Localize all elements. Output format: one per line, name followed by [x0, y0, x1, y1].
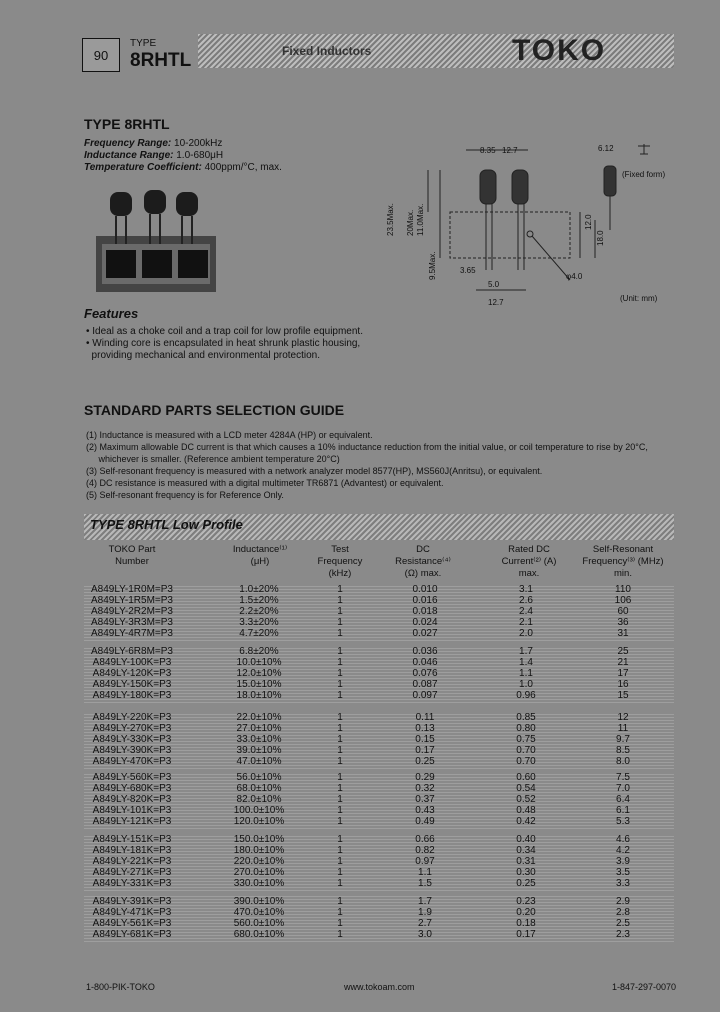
dim-23-5max: 23.5Max. — [386, 203, 395, 236]
table-cell: 15 — [617, 690, 629, 701]
col-header-dc-resistance: DC Resistance⁽⁴⁾ (Ω) max. — [395, 544, 451, 579]
table-cell: 1.5±20% — [239, 595, 279, 606]
table-cell: 0.11 — [415, 712, 435, 723]
table-row-group — [84, 834, 674, 891]
table-cell: 0.85 — [516, 712, 536, 723]
table-cell: 1.7 — [418, 896, 432, 907]
table-cell: A849LY-471K=P3 — [92, 907, 172, 918]
table-row — [84, 816, 674, 827]
table-cell: 3.1 — [519, 584, 533, 595]
table-cell: A849LY-820K=P3 — [92, 794, 172, 805]
table-cell: 270.0±10% — [233, 867, 285, 878]
table-cell: 4.7±20% — [239, 628, 279, 639]
table-cell: 0.34 — [516, 845, 536, 856]
spec-temperature: Temperature Coefficient: 400ppm/°C, max. — [84, 162, 282, 173]
table-cell: 4.2 — [616, 845, 630, 856]
table-cell: 6.8±20% — [239, 646, 279, 657]
table-cell: A849LY-181K=P3 — [92, 845, 172, 856]
dim-8-35: 8.35 — [480, 146, 496, 155]
selection-guide-title: STANDARD PARTS SELECTION GUIDE — [84, 402, 345, 418]
table-cell: A849LY-100K=P3 — [92, 657, 172, 668]
table-cell: 330.0±10% — [233, 878, 285, 889]
header-brand-logo: TOKO — [512, 34, 607, 67]
note-4: (4) DC resistance is measured with a digital multimeter TR6871 (Advantest) or equivalent. — [86, 478, 444, 488]
table-cell: 1 — [337, 617, 343, 628]
table-row — [84, 783, 674, 794]
table-cell: 0.97 — [415, 856, 435, 867]
table-cell: 1.9 — [418, 907, 432, 918]
table-row — [84, 606, 674, 617]
table-cell: 1 — [337, 745, 343, 756]
table-cell: 0.49 — [415, 816, 435, 827]
footer-website: www.tokoam.com — [344, 982, 415, 992]
table-cell: 7.5 — [616, 772, 630, 783]
table-cell: A849LY-271K=P3 — [92, 867, 172, 878]
table-row — [84, 896, 674, 907]
table-cell: 0.15 — [415, 734, 435, 745]
table-row — [84, 595, 674, 606]
table-cell: 106 — [614, 595, 632, 606]
table-cell: 1 — [337, 595, 343, 606]
table-cell: 180.0±10% — [233, 845, 285, 856]
table-row-group — [84, 896, 674, 942]
table-cell: 0.024 — [412, 617, 438, 628]
table-cell: 1 — [337, 679, 343, 690]
col-header-rated-current: Rated DC Current⁽²⁾ (A) max. — [501, 544, 557, 579]
table-cell: A849LY-391K=P3 — [92, 896, 172, 907]
table-cell: A849LY-101K=P3 — [92, 805, 172, 816]
table-cell: 1.7 — [519, 646, 533, 657]
table-cell: 1 — [337, 756, 343, 767]
table-cell: 150.0±10% — [233, 834, 285, 845]
note-2-cont: whichever is smaller. (Reference ambient temperature 20°C) — [86, 454, 340, 464]
table-cell: 5.3 — [616, 816, 630, 827]
unit-label: (Unit: mm) — [620, 294, 658, 303]
table-cell: 1.0±20% — [239, 584, 279, 595]
table-cell: 1 — [337, 845, 343, 856]
table-cell: 1 — [337, 657, 343, 668]
footer-phone: 1-847-297-0070 — [612, 982, 677, 992]
table-cell: 2.7 — [418, 918, 432, 929]
table-cell: 2.6 — [519, 595, 533, 606]
page-number: 90 — [93, 47, 109, 63]
table-cell: 1 — [337, 712, 343, 723]
table-cell: 2.2±20% — [239, 606, 279, 617]
table-cell: 0.25 — [415, 756, 435, 767]
table-cell: 1 — [337, 690, 343, 701]
table-cell: 4.6 — [616, 834, 630, 845]
fixed-form-label: (Fixed form) — [622, 170, 666, 179]
table-cell: 2.9 — [616, 896, 630, 907]
table-cell: 11 — [617, 723, 629, 734]
table-cell: 0.52 — [516, 794, 536, 805]
table-row — [84, 657, 674, 668]
table-cell: 16 — [617, 679, 629, 690]
table-row-group — [84, 712, 674, 769]
table-cell: 1.1 — [418, 867, 432, 878]
header-category: Fixed Inductors — [282, 44, 372, 58]
table-row — [84, 918, 674, 929]
table-cell: 1 — [337, 606, 343, 617]
table-cell: 560.0±10% — [233, 918, 285, 929]
table-cell: 1 — [337, 584, 343, 595]
table-cell: 2.0 — [519, 628, 533, 639]
type-label: TYPE — [130, 38, 157, 49]
col-header-part-number: TOKO Part Number — [108, 544, 156, 567]
table-row — [84, 679, 674, 690]
table-cell: 0.75 — [516, 734, 536, 745]
table-cell: 25 — [617, 646, 629, 657]
table-cell: 0.25 — [516, 878, 536, 889]
table-cell: 0.076 — [412, 668, 438, 679]
table-cell: 1 — [337, 628, 343, 639]
col-header-test-frequency: Test Frequency (kHz) — [317, 544, 363, 579]
table-cell: 7.0 — [616, 783, 630, 794]
table-cell: 33.0±10% — [236, 734, 282, 745]
table-cell: 680.0±10% — [233, 929, 285, 940]
table-cell: A849LY-121K=P3 — [92, 816, 172, 827]
table-cell: 60 — [617, 606, 629, 617]
feature-item: • Ideal as a choke coil and a trap coil for low profile equipment. — [86, 326, 363, 337]
table-cell: 1 — [337, 772, 343, 783]
table-cell: 0.66 — [415, 834, 435, 845]
table-cell: 1 — [337, 867, 343, 878]
table-cell: 0.48 — [516, 805, 536, 816]
table-cell: 0.20 — [516, 907, 536, 918]
table-cell: 6.4 — [616, 794, 630, 805]
table-cell: 0.82 — [415, 845, 435, 856]
table-cell: 1 — [337, 646, 343, 657]
table-cell: 1 — [337, 907, 343, 918]
feature-item: • Winding core is encapsulated in heat shrunk plastic housing, — [86, 338, 361, 349]
features-title: Features — [84, 306, 139, 321]
feature-item: providing mechanical and environmental protection. — [86, 350, 321, 361]
table-row — [84, 756, 674, 767]
table-cell: 1 — [337, 918, 343, 929]
table-cell: 0.097 — [412, 690, 438, 701]
table-cell: 0.010 — [412, 584, 438, 595]
table-cell: A849LY-220K=P3 — [92, 712, 172, 723]
table-cell: 1 — [337, 668, 343, 679]
table-cell: 27.0±10% — [236, 723, 282, 734]
table-cell: 0.70 — [516, 756, 536, 767]
table-cell: 3.9 — [616, 856, 630, 867]
table-cell: 9.7 — [616, 734, 630, 745]
table-cell: 100.0±10% — [233, 805, 285, 816]
table-cell: A849LY-151K=P3 — [92, 834, 172, 845]
table-row — [84, 907, 674, 918]
table-row — [84, 646, 674, 657]
table-cell: 1 — [337, 834, 343, 845]
table-cell: A849LY-680K=P3 — [92, 783, 172, 794]
table-cell: A849LY-6R8M=P3 — [90, 646, 173, 657]
table-cell: 0.80 — [516, 723, 536, 734]
table-cell: 12 — [617, 712, 629, 723]
table-row — [84, 628, 674, 639]
table-row-group — [84, 772, 674, 829]
table-cell: 0.17 — [516, 929, 536, 940]
table-cell: 1 — [337, 878, 343, 889]
table-cell: 0.32 — [415, 783, 435, 794]
table-cell: 0.30 — [516, 867, 536, 878]
dim-phi-4-0: φ4.0 — [566, 272, 583, 281]
table-cell: 1 — [337, 816, 343, 827]
type-code: 8RHTL — [130, 50, 192, 71]
table-cell: 0.70 — [516, 745, 536, 756]
table-cell: 31 — [617, 628, 629, 639]
table-cell: A849LY-331K=P3 — [92, 878, 172, 889]
table-cell: 56.0±10% — [236, 772, 282, 783]
dim-12-7-bottom: 12.7 — [488, 298, 504, 307]
table-cell: 1 — [337, 805, 343, 816]
table-row — [84, 794, 674, 805]
table-cell: A849LY-560K=P3 — [92, 772, 172, 783]
table-cell: 12.0±10% — [236, 668, 282, 679]
table-cell: 0.13 — [415, 723, 435, 734]
table-row — [84, 805, 674, 816]
table-row — [84, 734, 674, 745]
table-cell: 17 — [617, 668, 629, 679]
table-cell: A849LY-1R5M=P3 — [90, 595, 173, 606]
table-cell: 0.40 — [516, 834, 536, 845]
table-row — [84, 929, 674, 940]
table-cell: 3.0 — [418, 929, 432, 940]
table-row — [84, 856, 674, 867]
table-cell: A849LY-470K=P3 — [92, 756, 172, 767]
col-header-inductance: Inductance⁽¹⁾ (μH) — [232, 544, 288, 567]
page-number-box — [82, 38, 120, 72]
spec-inductance: Inductance Range: 1.0-680μH — [84, 150, 224, 161]
table-row — [84, 745, 674, 756]
table-row — [84, 690, 674, 701]
table-row — [84, 668, 674, 679]
dim-9-5max: 9.5Max. — [428, 251, 437, 280]
table-cell: 390.0±10% — [233, 896, 285, 907]
table-cell: 110 — [615, 584, 631, 595]
table-row — [84, 617, 674, 628]
table-cell: 0.016 — [412, 595, 438, 606]
table-cell: 0.036 — [412, 646, 438, 657]
dim-3-65: 3.65 — [460, 266, 476, 275]
table-cell: 2.1 — [519, 617, 533, 628]
table-cell: A849LY-221K=P3 — [92, 856, 172, 867]
table-cell: 470.0±10% — [233, 907, 285, 918]
spec-frequency: Frequency Range: 10-200kHz — [84, 138, 223, 149]
table-cell: 0.43 — [415, 805, 435, 816]
table-cell: 0.37 — [415, 794, 435, 805]
table-cell: 8.0 — [616, 756, 630, 767]
table-cell: A849LY-561K=P3 — [92, 918, 172, 929]
table-row-group — [84, 584, 674, 641]
table-row — [84, 584, 674, 595]
table-row — [84, 772, 674, 783]
table-cell: A849LY-330K=P3 — [92, 734, 172, 745]
table-cell: 0.17 — [415, 745, 435, 756]
table-cell: 2.4 — [519, 606, 533, 617]
dim-5-0: 5.0 — [488, 280, 500, 289]
table-row — [84, 867, 674, 878]
table-cell: 10.0±10% — [236, 657, 282, 668]
table-cell: 39.0±10% — [236, 745, 282, 756]
table-cell: 0.046 — [412, 657, 438, 668]
table-cell: A849LY-2R2M=P3 — [90, 606, 173, 617]
note-3: (3) Self-resonant frequency is measured with a network analyzer model 8577(HP), MS560J(Anritsu), or equivalent. — [86, 466, 543, 476]
table-row — [84, 845, 674, 856]
table-cell: 0.23 — [516, 896, 536, 907]
product-photo — [96, 186, 216, 292]
dim-12-0: 12.0 — [584, 214, 593, 230]
table-cell: 1 — [337, 723, 343, 734]
table-cell: 1 — [337, 929, 343, 940]
table-cell: 220.0±10% — [233, 856, 285, 867]
table-cell: 2.5 — [616, 918, 630, 929]
table-cell: 36 — [617, 617, 629, 628]
table-cell: 1 — [337, 856, 343, 867]
table-cell: A849LY-150K=P3 — [92, 679, 172, 690]
table-row — [84, 834, 674, 845]
table-cell: A849LY-180K=P3 — [92, 690, 172, 701]
table-row — [84, 712, 674, 723]
table-cell: A849LY-681K=P3 — [92, 929, 172, 940]
table-cell: 3.3±20% — [239, 617, 279, 628]
col-header-self-resonant-frequency: Self-Resonant Frequency⁽³⁾ (MHz) min. — [582, 544, 664, 579]
table-cell: 22.0±10% — [236, 712, 282, 723]
table-cell: A849LY-1R0M=P3 — [90, 584, 173, 595]
table-cell: 15.0±10% — [236, 679, 282, 690]
table-cell: 1.4 — [519, 657, 533, 668]
table-cell: 0.31 — [516, 856, 536, 867]
table-cell: 1 — [337, 783, 343, 794]
table-cell: A849LY-270K=P3 — [92, 723, 172, 734]
table-row — [84, 723, 674, 734]
table-cell: 0.29 — [415, 772, 435, 783]
dim-6-12: 6.12 — [598, 144, 614, 153]
table-title: TYPE 8RHTL Low Profile — [90, 517, 243, 532]
table-cell: A849LY-3R3M=P3 — [90, 617, 173, 628]
table-cell: 1.0 — [519, 679, 533, 690]
table-cell: 8.5 — [616, 745, 630, 756]
product-title: TYPE 8RHTL — [84, 116, 170, 132]
table-cell: 0.60 — [516, 772, 536, 783]
table-cell: 68.0±10% — [236, 783, 282, 794]
table-cell: 0.027 — [412, 628, 438, 639]
table-cell: 18.0±10% — [236, 690, 282, 701]
dim-11max: 11.0Max. — [416, 203, 425, 236]
table-row-group — [84, 646, 674, 703]
table-cell: 1 — [337, 794, 343, 805]
table-cell: 0.18 — [516, 918, 536, 929]
footer-phone-tollfree: 1-800-PIK-TOKO — [86, 982, 155, 992]
table-cell: A849LY-4R7M=P3 — [90, 628, 173, 639]
table-cell: 1 — [337, 896, 343, 907]
table-cell: 1.1 — [519, 668, 533, 679]
table-cell: 1 — [337, 734, 343, 745]
table-cell: A849LY-120K=P3 — [92, 668, 172, 679]
table-cell: 2.8 — [616, 907, 630, 918]
table-cell: 0.42 — [516, 816, 536, 827]
note-1: (1) Inductance is measured with a LCD meter 4284A (HP) or equivalent. — [86, 430, 373, 440]
dim-12-7-top: 12.7 — [502, 146, 518, 155]
table-cell: 0.96 — [516, 690, 536, 701]
dimension-drawing — [380, 140, 680, 310]
table-cell: 0.087 — [412, 679, 438, 690]
table-cell: 82.0±10% — [236, 794, 282, 805]
table-cell: 1.5 — [418, 878, 432, 889]
table-cell: 3.5 — [616, 867, 630, 878]
dim-18-0: 18.0 — [596, 230, 605, 246]
table-cell: 6.1 — [616, 805, 630, 816]
note-5: (5) Self-resonant frequency is for Reference Only. — [86, 490, 284, 500]
table-cell: 2.3 — [616, 929, 630, 940]
table-row — [84, 878, 674, 889]
table-cell: 0.54 — [516, 783, 536, 794]
table-cell: 21 — [617, 657, 629, 668]
table-cell: A849LY-390K=P3 — [92, 745, 172, 756]
table-cell: 3.3 — [616, 878, 630, 889]
table-cell: 0.018 — [412, 606, 438, 617]
dim-20max: 20Max. — [406, 209, 415, 236]
table-cell: 47.0±10% — [236, 756, 282, 767]
table-cell: 120.0±10% — [233, 816, 285, 827]
note-2: (2) Maximum allowable DC current is that which causes a 10% inductance reduction from the initial value, or coil temperature to rise by 20°C, — [86, 442, 648, 452]
